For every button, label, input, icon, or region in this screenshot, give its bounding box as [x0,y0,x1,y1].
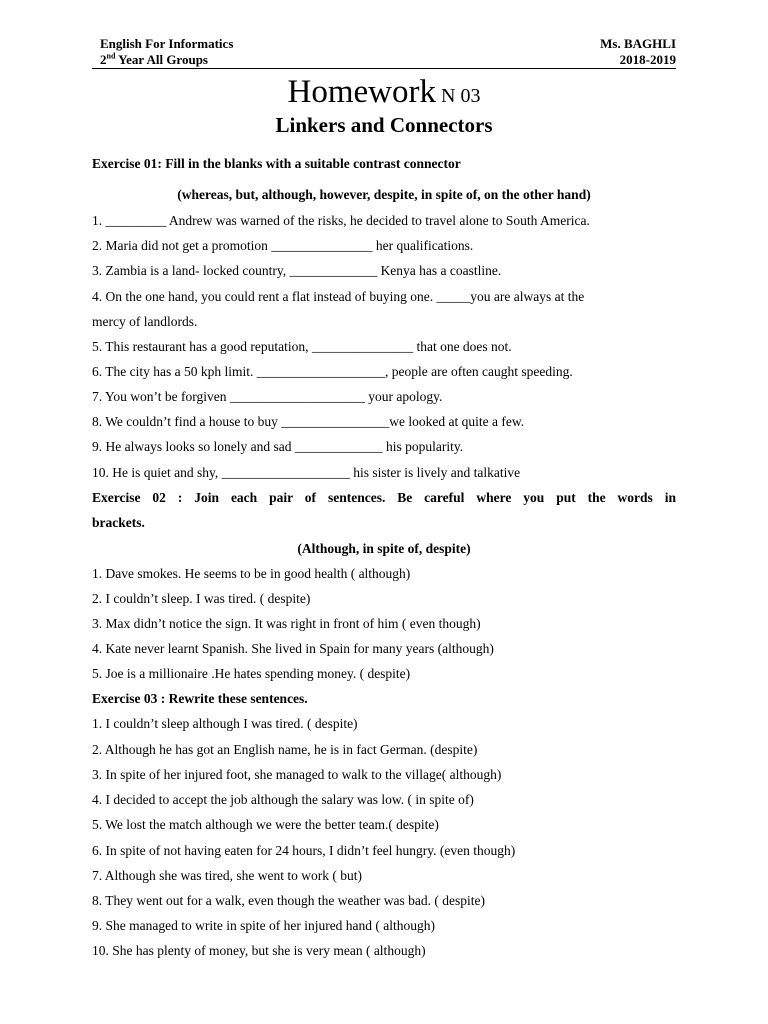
teacher-name: Ms. BAGHLI [600,36,676,51]
exercise-1-title: Exercise 01: Fill in the blanks with a suitable contrast connector [92,156,461,171]
exercise-3-item: 7. Although she was tired, she went to work ( but) [92,868,362,883]
exercise-2-item: 1. Dave smokes. He seems to be in good health ( although) [92,566,411,581]
exercise-1-item: 10. He is quiet and shy, ___________________ his sister is lively and talkative [92,465,521,480]
page-subtitle: Linkers and Connectors [275,113,493,137]
year-suffix: nd [106,51,116,61]
exercise-3-item: 2. Although he has got an English name, he is in fact German. (despite) [92,742,478,757]
exercise-1-item: 3. Zambia is a land- locked country, _____________ Kenya has a coastline. [92,263,502,278]
exercise-1-item-continued: mercy of landlords. [92,314,198,329]
title-number: N 03 [436,85,481,107]
exercise-1-item: 2. Maria did not get a promotion _______________ her qualifications. [92,238,474,253]
exercise-3-item: 10. She has plenty of money, but she is very mean ( although) [92,943,426,958]
exercise-3-item: 5. We lost the match although we were the better team.( despite) [92,817,439,832]
exercise-2-title-continued: brackets. [92,515,145,530]
page-title [0,74,768,111]
exercise-2-item: 2. I couldn’t sleep. I was tired. ( despite) [92,591,311,606]
exercise-1-choices: (whereas, but, although, however, despite, in spite of, on the other hand) [177,187,591,202]
exercise-2-title: Exercise 02 : Join each pair of sentences. Be careful where you put the words in [92,490,676,505]
student-year [100,52,208,68]
year-number: 2 [100,52,107,67]
exercise-3-item: 4. I decided to accept the job although the salary was low. ( in spite of) [92,792,474,807]
exercise-3-item: 9. She managed to write in spite of her injured hand ( although) [92,918,436,933]
course-name: English For Informatics [100,36,234,51]
exercise-3-title: Exercise 03 : Rewrite these sentences. [92,691,308,706]
exercise-1-item: 8. We couldn’t find a house to buy ________________we looked at quite a few. [92,414,525,429]
exercise-1-item: 7. You won’t be forgiven ____________________ your apology. [92,389,443,404]
exercise-2-item: 5. Joe is a millionaire .He hates spending money. ( despite) [92,666,411,681]
exercise-3-item: 8. They went out for a walk, even though the weather was bad. ( despite) [92,893,486,908]
exercise-3-item: 3. In spite of her injured foot, she managed to walk to the village( although) [92,767,502,782]
exercise-1-item: 4. On the one hand, you could rent a flat instead of buying one. _____you are always at the [92,289,585,304]
exercise-1-item: 9. He always looks so lonely and sad _____________ his popularity. [92,439,464,454]
exercise-1-item: 5. This restaurant has a good reputation, _______________ that one does not. [92,339,512,354]
exercise-1-item: 1. _________ Andrew was warned of the risks, he decided to travel alone to South America. [92,213,590,228]
school-year: 2018-2019 [619,52,676,67]
exercise-3-item: 1. I couldn’t sleep although I was tired. ( despite) [92,716,358,731]
exercise-3-item: 6. In spite of not having eaten for 24 hours, I didn’t feel hungry. (even though) [92,843,516,858]
exercise-2-item: 4. Kate never learnt Spanish. She lived in Spain for many years (although) [92,641,494,656]
exercise-1-item: 6. The city has a 50 kph limit. ___________________, people are often caught speeding. [92,364,573,379]
header-divider [92,68,676,69]
exercise-2-choices: (Although, in spite of, despite) [297,541,471,556]
title-main: Homework [287,74,436,110]
year-groups: Year All Groups [115,52,208,67]
exercise-2-item: 3. Max didn’t notice the sign. It was right in front of him ( even though) [92,616,481,631]
